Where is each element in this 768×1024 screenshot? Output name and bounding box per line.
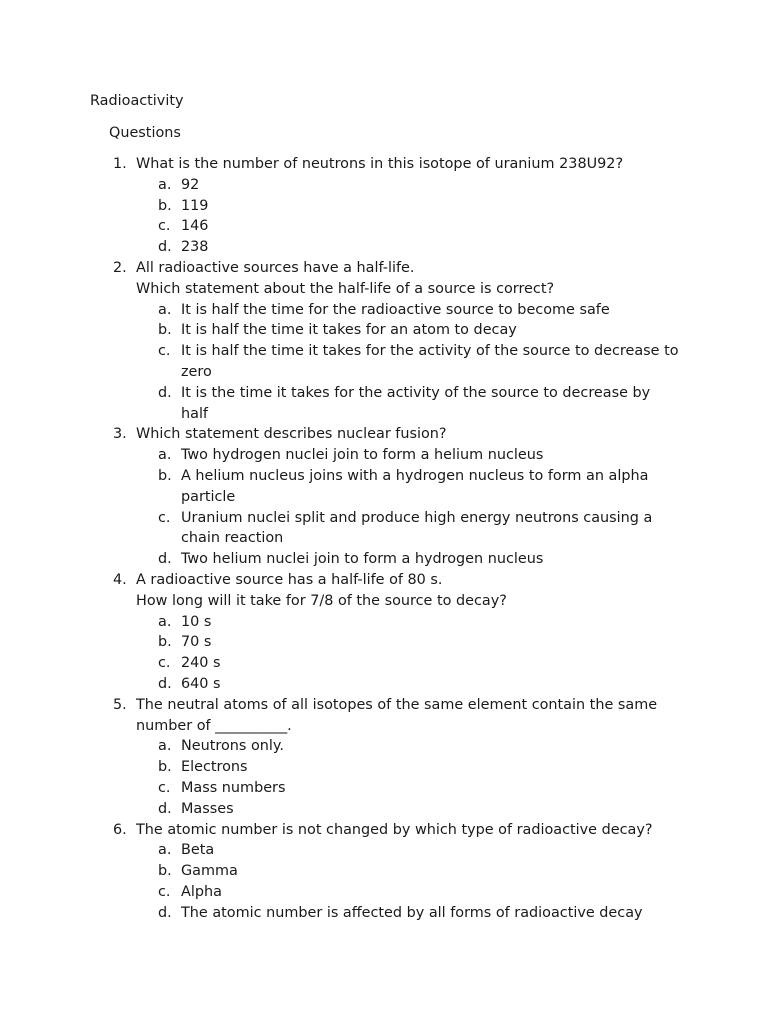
option-a — [136, 445, 680, 466]
option-a — [136, 736, 680, 757]
option-text: It is half the time it takes for an atom to decay — [181, 322, 517, 339]
option-letter: c. — [158, 779, 171, 796]
option-text: Mass numbers — [181, 779, 286, 796]
option-list — [136, 445, 680, 570]
option-letter: a. — [158, 447, 172, 464]
question-text: How long will it take for 7/8 of the source to decay? — [136, 592, 507, 609]
option-text: A helium nucleus joins with a hydrogen nucleus to form an alpha particle — [181, 467, 649, 505]
question-number: 5. — [113, 696, 127, 713]
option-c — [136, 216, 680, 237]
question-list — [0, 154, 768, 923]
option-list — [136, 612, 680, 695]
option-letter: b. — [158, 634, 172, 651]
option-letter: c. — [158, 655, 171, 672]
option-list — [136, 840, 680, 923]
option-letter: c. — [158, 883, 171, 900]
option-d — [136, 383, 680, 425]
option-text: The atomic number is affected by all forms of radioactive decay — [181, 904, 643, 921]
option-letter: a. — [158, 842, 172, 859]
question-text: What is the number of neutrons in this isotope of uranium 238U92? — [136, 156, 624, 172]
question-text: The atomic number is not changed by which type of radioactive decay? — [136, 821, 653, 838]
option-text: 238 — [181, 239, 209, 256]
section-title: Questions — [109, 125, 181, 141]
option-letter: b. — [158, 759, 172, 776]
option-b — [136, 757, 680, 778]
option-c — [136, 653, 680, 674]
option-c — [136, 882, 680, 903]
option-text: Masses — [181, 800, 234, 817]
option-letter: a. — [158, 738, 172, 755]
option-list — [136, 300, 680, 425]
option-text: 146 — [181, 218, 209, 235]
option-text: Alpha — [181, 883, 222, 900]
option-text: It is half the time for the radioactive source to become safe — [181, 301, 610, 318]
option-letter: d. — [158, 800, 172, 817]
option-text: 640 s — [181, 675, 221, 692]
question-text: Which statement describes nuclear fusion? — [136, 426, 447, 443]
option-d — [136, 674, 680, 695]
option-text: It is the time it takes for the activity of the source to decrease by half — [181, 384, 651, 422]
option-text: Two hydrogen nuclei join to form a helium nucleus — [181, 447, 544, 464]
option-letter: a. — [158, 301, 172, 318]
option-a — [136, 300, 680, 321]
option-b — [136, 466, 680, 508]
question-number: 3. — [113, 426, 127, 443]
option-b — [136, 196, 680, 217]
option-text: Electrons — [181, 759, 248, 776]
option-letter: b. — [158, 863, 172, 880]
option-d — [136, 903, 680, 924]
question-number: 1. — [113, 156, 127, 172]
option-letter: d. — [158, 551, 172, 568]
option-list — [136, 736, 680, 819]
question-3 — [0, 424, 680, 570]
question-number: 6. — [113, 821, 127, 838]
option-text: It is half the time it takes for the activity of the source to decrease to zero — [181, 343, 679, 380]
option-a — [136, 612, 680, 633]
option-c — [136, 778, 680, 799]
option-letter: a. — [158, 176, 172, 193]
question-text: Which statement about the half-life of a source is correct? — [136, 280, 555, 297]
option-b — [136, 320, 680, 341]
option-c — [136, 341, 680, 383]
option-letter: a. — [158, 613, 172, 630]
question-text: A radioactive source has a half-life of 80 s. — [136, 571, 443, 588]
option-a — [136, 175, 680, 196]
option-c — [136, 508, 680, 550]
option-letter: d. — [158, 675, 172, 692]
option-letter: d. — [158, 239, 172, 256]
option-text: 10 s — [181, 613, 212, 630]
option-a — [136, 840, 680, 861]
option-letter: b. — [158, 322, 172, 339]
option-text: 240 s — [181, 655, 221, 672]
option-text: Gamma — [181, 863, 238, 880]
option-d — [136, 799, 680, 820]
option-letter: d. — [158, 384, 172, 401]
option-text: 119 — [181, 197, 209, 214]
option-letter: b. — [158, 197, 172, 214]
question-number: 2. — [113, 259, 127, 276]
option-text: 92 — [181, 176, 200, 193]
option-letter: d. — [158, 904, 172, 921]
option-letter: c. — [158, 343, 171, 360]
option-text: Beta — [181, 842, 215, 859]
option-list — [136, 175, 680, 258]
option-text: Two helium nuclei join to form a hydrogen nucleus — [181, 551, 544, 568]
option-letter: b. — [158, 467, 172, 484]
option-d — [136, 549, 680, 570]
question-2 — [0, 258, 680, 424]
option-text: Uranium nuclei split and produce high energy neutrons causing a chain reaction — [181, 509, 653, 547]
question-1 — [0, 154, 680, 258]
document-title: Radioactivity — [90, 93, 184, 109]
option-letter: c. — [158, 218, 171, 235]
question-5 — [0, 695, 680, 820]
option-b — [136, 632, 680, 653]
option-letter: c. — [158, 509, 171, 526]
question-number: 4. — [113, 571, 127, 588]
question-text: The neutral atoms of all isotopes of the same element contain the same number of __________. — [136, 696, 658, 734]
option-text: Neutrons only. — [181, 738, 284, 755]
question-text: All radioactive sources have a half-life. — [136, 259, 415, 276]
option-text: 70 s — [181, 634, 212, 651]
question-6 — [0, 820, 680, 924]
question-4 — [0, 570, 680, 695]
option-d — [136, 237, 680, 258]
option-b — [136, 861, 680, 882]
